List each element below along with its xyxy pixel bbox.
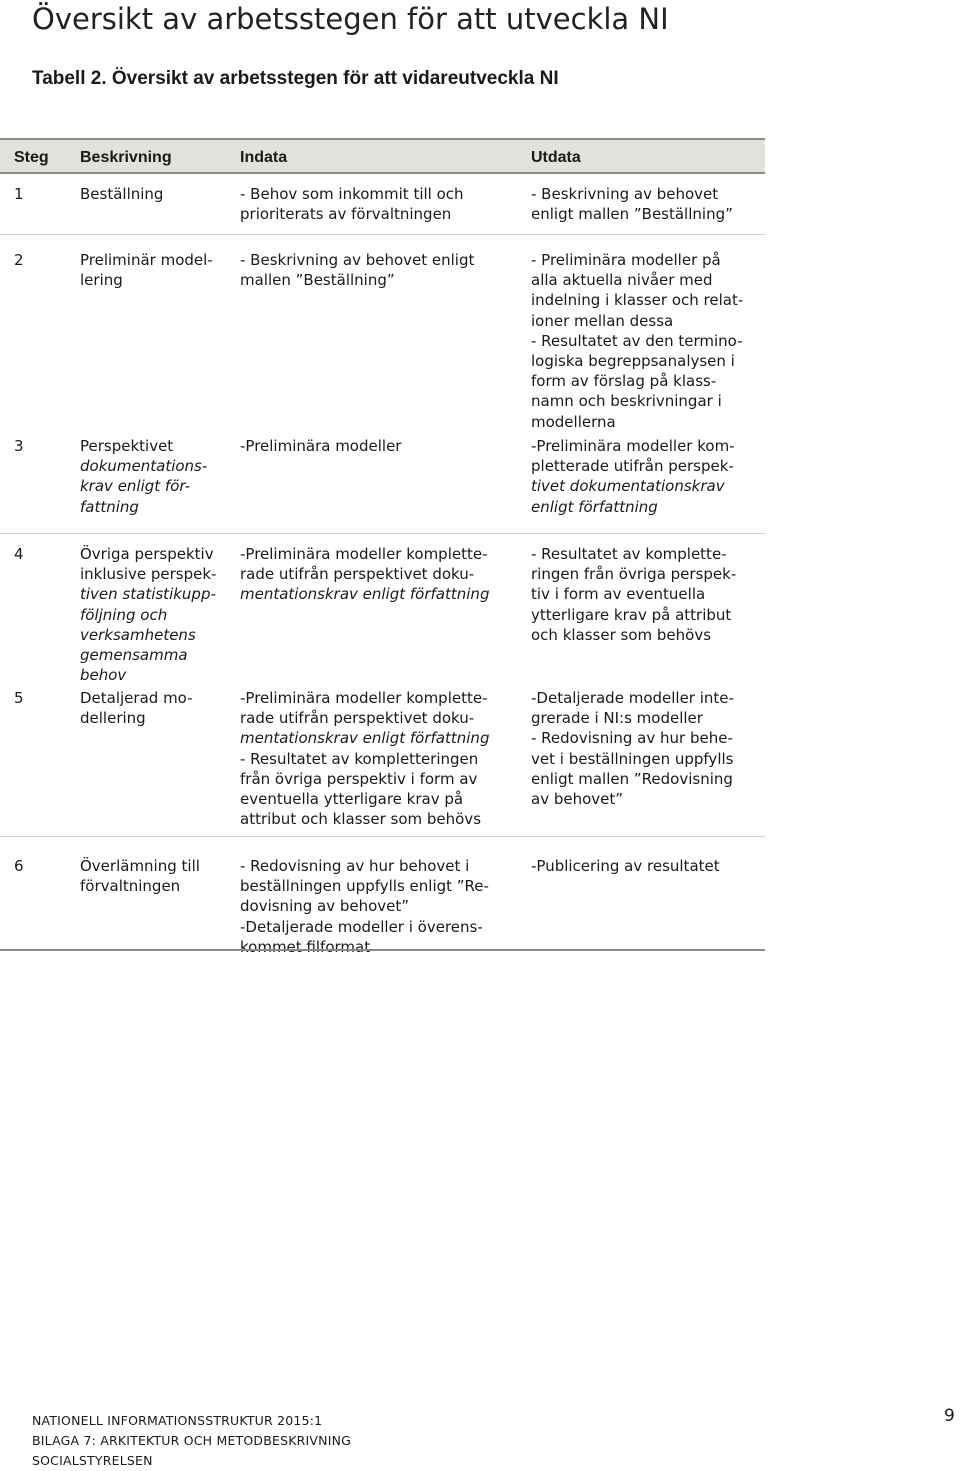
- utdata-line: och klasser som behövs: [531, 625, 712, 644]
- indata-line: - Resultatet av kompletteringen: [240, 749, 479, 768]
- indata-line: - Redovisning av hur behovet i: [240, 857, 470, 875]
- indata-line: mentationskrav enligt författning: [240, 729, 490, 748]
- table-bottom-border: [0, 949, 765, 951]
- beskrivning-cell: [80, 856, 240, 896]
- overview-table: [0, 138, 765, 956]
- beskrivning-line: verksamhetens: [80, 625, 196, 644]
- beskrivning-line: förvaltningen: [80, 877, 181, 896]
- indata-line: eventuella ytterligare krav på: [240, 790, 464, 809]
- utdata-cell: [531, 436, 763, 517]
- utdata-line: ringen från övriga perspek-: [531, 565, 737, 584]
- indata-line: -Preliminära modeller komplette-: [240, 545, 488, 563]
- indata-line: mallen ”Beställning”: [240, 271, 395, 290]
- indata-line: prioriterats av förvaltningen: [240, 205, 452, 224]
- beskrivning-line: Övriga perspektiv: [80, 545, 214, 563]
- indata-cell: [240, 250, 528, 290]
- steg-cell: 2: [14, 251, 24, 269]
- indata-line: -Preliminära modeller komplette-: [240, 689, 488, 707]
- indata-cell: [240, 436, 528, 456]
- utdata-line: - Beskrivning av behovet: [531, 185, 719, 203]
- utdata-line: av behovet”: [531, 790, 624, 809]
- header-utdata: Utdata: [531, 149, 581, 166]
- row-divider: [0, 234, 765, 235]
- beskrivning-line: lering: [80, 271, 123, 290]
- footer-line-3: SOCIALSTYRELSEN: [32, 1453, 153, 1468]
- beskrivning-cell: [80, 250, 240, 290]
- utdata-line: form av förslag på klass-: [531, 372, 717, 391]
- beskrivning-line: Perspektivet: [80, 437, 174, 455]
- header-beskrivning: Beskrivning: [80, 149, 172, 166]
- beskrivning-line: inklusive perspek-: [80, 565, 217, 584]
- utdata-line: logiska begreppsanalysen i: [531, 352, 735, 371]
- beskrivning-cell: [80, 436, 240, 517]
- utdata-line: grerade i NI:s modeller: [531, 709, 703, 728]
- beskrivning-line: gemensamma: [80, 646, 188, 665]
- beskrivning-line: krav enligt för-: [80, 477, 191, 496]
- beskrivning-cell: [80, 184, 240, 204]
- utdata-line: tivet dokumentationskrav: [531, 477, 725, 496]
- utdata-cell: [531, 184, 763, 224]
- utdata-line: -Detaljerade modeller inte-: [531, 689, 734, 707]
- beskrivning-line: följning och: [80, 605, 168, 624]
- utdata-line: -Publicering av resultatet: [531, 857, 720, 875]
- indata-cell: [240, 856, 528, 957]
- utdata-cell: [531, 856, 763, 876]
- indata-line: mentationskrav enligt författning: [240, 585, 490, 604]
- utdata-cell: [531, 544, 763, 645]
- utdata-line: ioner mellan dessa: [531, 311, 674, 330]
- utdata-line: enligt författning: [531, 497, 658, 516]
- header-indata: Indata: [240, 149, 288, 166]
- indata-line: rade utifrån perspektivet doku-: [240, 709, 475, 728]
- steg-cell: 5: [14, 689, 24, 707]
- indata-line: -Detaljerade modeller i överens-: [240, 917, 483, 936]
- utdata-line: vet i beställningen uppfylls: [531, 749, 734, 768]
- utdata-line: - Resultatet av komplette-: [531, 545, 727, 563]
- utdata-line: - Redovisning av hur behe-: [531, 729, 733, 748]
- utdata-cell: [531, 250, 763, 432]
- utdata-line: tiv i form av eventuella: [531, 585, 706, 604]
- indata-line: -Preliminära modeller: [240, 437, 402, 455]
- beskrivning-line: dellering: [80, 709, 146, 728]
- beskrivning-line: Överlämning till: [80, 857, 200, 875]
- page-title: Översikt av arbetsstegen för att utveckla NI: [32, 2, 669, 36]
- utdata-line: ytterligare krav på attribut: [531, 605, 732, 624]
- beskrivning-line: Detaljerad mo-: [80, 689, 193, 707]
- utdata-line: -Preliminära modeller kom-: [531, 437, 735, 455]
- table-header: [0, 140, 765, 174]
- indata-line: beställningen uppfylls enligt ”Re-: [240, 877, 489, 896]
- beskrivning-cell: [80, 688, 240, 728]
- indata-cell: [240, 544, 528, 605]
- utdata-line: modellerna: [531, 412, 616, 431]
- steg-cell: 1: [14, 185, 24, 203]
- utdata-line: - Preliminära modeller på: [531, 251, 721, 269]
- footer-line-2: BILAGA 7: ARKITEKTUR OCH METODBESKRIVNING: [32, 1433, 352, 1448]
- beskrivning-line: fattning: [80, 497, 139, 516]
- beskrivning-line: tiven statistikupp-: [80, 585, 216, 604]
- indata-line: dovisning av behovet”: [240, 897, 410, 916]
- row-divider: [0, 533, 765, 534]
- beskrivning-line: Preliminär model-: [80, 251, 213, 269]
- footer: [32, 1411, 351, 1471]
- utdata-line: pletterade utifrån perspek-: [531, 457, 734, 476]
- row-divider: [0, 836, 765, 837]
- indata-line: attribut och klasser som behövs: [240, 810, 482, 829]
- utdata-line: alla aktuella nivåer med: [531, 271, 713, 290]
- page-number: 9: [944, 1406, 955, 1426]
- beskrivning-cell: [80, 544, 240, 685]
- beskrivning-line: Beställning: [80, 185, 164, 203]
- indata-line: - Beskrivning av behovet enligt: [240, 251, 475, 269]
- utdata-cell: [531, 688, 763, 809]
- steg-cell: 6: [14, 857, 24, 875]
- utdata-line: - Resultatet av den termino-: [531, 331, 743, 350]
- utdata-line: enligt mallen ”Beställning”: [531, 205, 733, 224]
- footer-line-1: NATIONELL INFORMATIONSSTRUKTUR 2015:1: [32, 1413, 323, 1428]
- indata-line: - Behov som inkommit till och: [240, 185, 464, 203]
- utdata-line: enligt mallen ”Redovisning: [531, 769, 733, 788]
- indata-cell: [240, 688, 528, 829]
- indata-line: från övriga perspektiv i form av: [240, 769, 478, 788]
- steg-cell: 3: [14, 437, 24, 455]
- utdata-line: namn och beskrivningar i: [531, 392, 722, 411]
- beskrivning-line: behov: [80, 666, 127, 685]
- indata-cell: [240, 184, 528, 224]
- table-caption: Tabell 2. Översikt av arbetsstegen för att vidareutveckla NI: [32, 68, 559, 89]
- beskrivning-line: dokumentations-: [80, 457, 208, 476]
- header-steg: Steg: [14, 149, 49, 166]
- indata-line: kommet filformat: [240, 937, 371, 956]
- indata-line: rade utifrån perspektivet doku-: [240, 565, 475, 584]
- utdata-line: indelning i klasser och relat-: [531, 291, 744, 310]
- steg-cell: 4: [14, 545, 24, 563]
